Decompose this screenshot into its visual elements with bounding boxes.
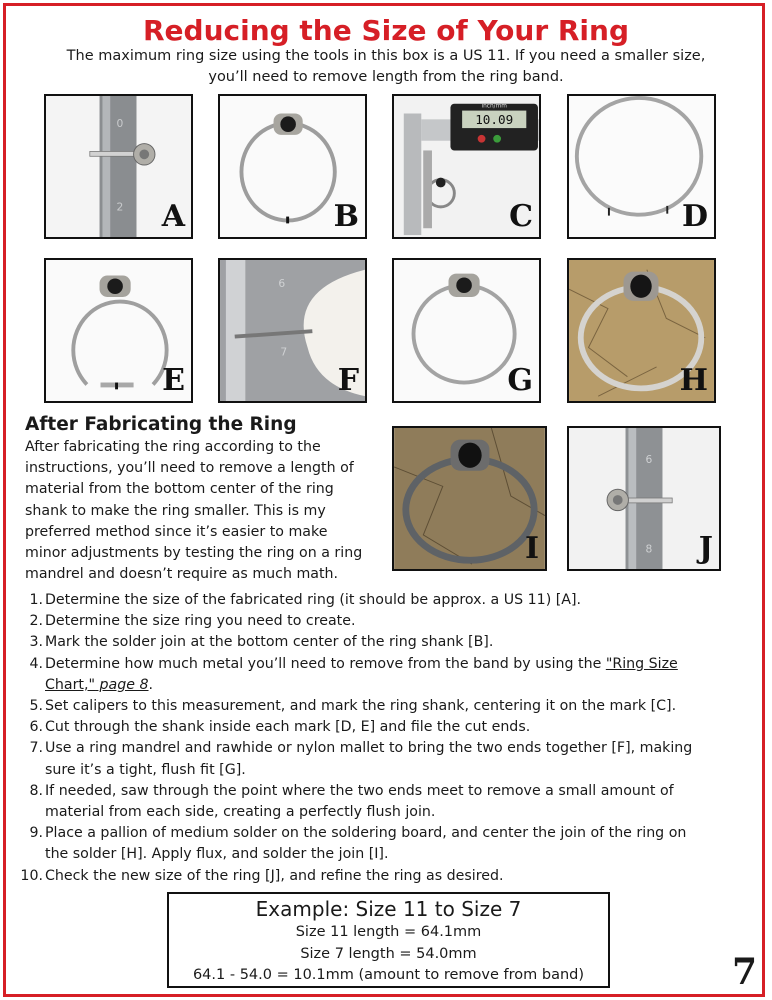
photo-a-ring-on-mandrel [44, 94, 193, 239]
photo-label-g: G [507, 363, 533, 398]
paragraph-line: preferred method since it’s easier to make [25, 523, 328, 540]
photo-c-calipers-marking [392, 94, 541, 239]
photo-j-new-size-check [567, 426, 721, 571]
example-heading: Example: Size 11 to Size 7 [255, 897, 522, 921]
step-item: 1. Determine the size of the fabricated ring (it should be approx. a US 11) [A]. [29, 592, 582, 608]
step-item: 10. Check the new size of the ring [J], and refine the ring as desired. [20, 867, 504, 884]
step-item: 8. If needed, saw through the point where the two ends meet to remove a small amount of material from each side, creating a perfectly flush join. [29, 782, 674, 821]
photo-label-e: E [162, 363, 185, 398]
step-item: 2. Determine the size ring you need to create. [29, 613, 356, 630]
paragraph-line: instructions, you’ll need to remove a length of [25, 460, 354, 477]
mandrel-mark-6: 6 [645, 453, 653, 467]
ring-size-chart-link[interactable]: "Ring Size Chart," page 8 [45, 655, 678, 693]
example-line-1: Size 11 length = 64.1mm [295, 924, 482, 940]
mandrel-mark-7: 7 [280, 345, 288, 359]
photo-f-mallet-on-mandrel [218, 258, 367, 403]
photo-i-soldered-join [392, 426, 547, 571]
photo-label-b: B [333, 199, 359, 234]
step-item: 4. Determine how much metal you’ll need to remove from the band by using the "Ring Size Chart," page 8. [29, 655, 678, 693]
mandrel-mark-6: 6 [278, 277, 286, 291]
step-item: 3. Mark the solder join at the bottom center of the ring shank [B]. [29, 634, 494, 651]
step-item: 5. Set calipers to this measurement, and mark the ring shank, centering it on the mark [C]. [29, 698, 677, 715]
photo-label-c: C [509, 199, 533, 234]
caliper-readout: 10.09 [475, 112, 514, 128]
subtitle-line-2: you’ll need to remove length from the ring band. [208, 69, 564, 85]
photo-b-solder-join-mark [218, 94, 367, 239]
photo-d-cut-marks [567, 94, 716, 239]
subtitle-line-1: The maximum ring size using the tools in this box is a US 11. If you need a smaller size, [66, 48, 706, 64]
page-subtitle [40, 46, 732, 88]
example-box [167, 892, 610, 988]
paragraph-line: mandrel and doesn’t require as much math. [25, 566, 339, 583]
step-item: 6. Cut through the shank inside each mark [D, E] and file the cut ends. [29, 719, 531, 736]
photo-label-d: D [681, 199, 708, 234]
page-number: 7 [732, 951, 758, 993]
mandrel-mark-2: 2 [116, 200, 124, 214]
photo-label-j: J [698, 531, 713, 566]
section-heading: After Fabricating the Ring [25, 414, 297, 435]
step-item: 7. Use a ring mandrel and rawhide or nylon mallet to bring the two ends together [F], making sure it’s a tight, flush fit [G]. [29, 740, 693, 778]
paragraph-line: material from the bottom center of the ring [25, 481, 334, 498]
paragraph-line: shank to make the ring smaller. This is my [25, 502, 326, 519]
mandrel-mark-0: 0 [116, 117, 124, 131]
page-title: Reducing the Size of Your Ring [142, 14, 630, 47]
paragraph-line: After fabricating the ring according to the [25, 439, 321, 455]
photo-label-f: F [337, 363, 359, 398]
photo-e-cut-ring [44, 258, 193, 403]
photo-label-i: I [524, 531, 539, 566]
photo-label-a: A [161, 199, 185, 234]
photo-g-flush-fit [392, 258, 541, 403]
mandrel-mark-8: 8 [645, 542, 653, 556]
paragraph-line: minor adjustments by testing the ring on a ring [25, 545, 363, 562]
caliper-unit: inch/mm [481, 103, 507, 110]
instruction-steps [16, 590, 756, 887]
section-paragraph [25, 437, 370, 585]
example-line-3: 64.1 - 54.0 = 10.1mm (amount to remove from band) [192, 967, 585, 983]
photo-h-on-solder [567, 258, 716, 403]
example-line-2: Size 7 length = 54.0mm [300, 945, 477, 962]
step-item: 9. Place a pallion of medium solder on the soldering board, and center the join of the ring on the solder [H]. Apply flux, and solder the join [I]. [29, 825, 687, 863]
photo-label-h: H [679, 363, 708, 398]
